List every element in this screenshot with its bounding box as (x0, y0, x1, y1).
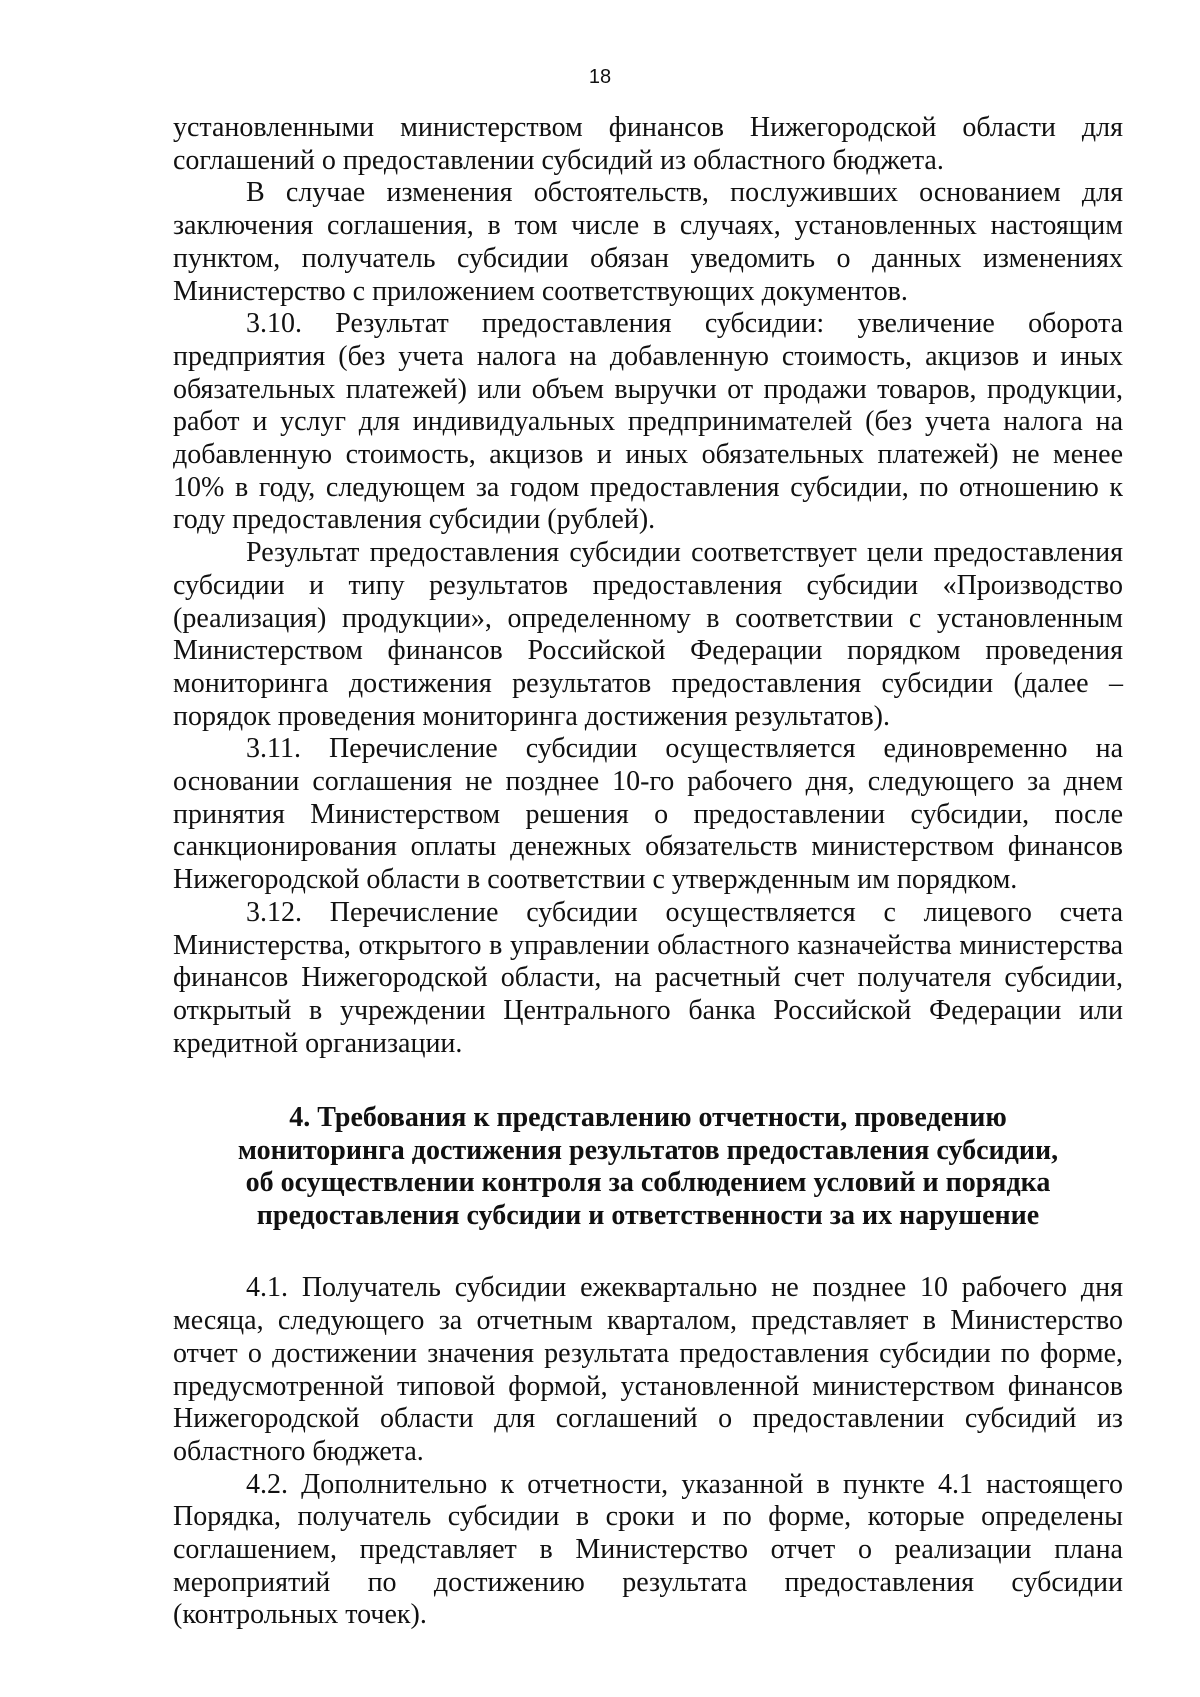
section-heading-line: об осуществлении контроля за соблюдением условий и порядка (245, 1167, 1051, 1199)
paragraph-change-notification: В случае изменения обстоятельств, послуживших основанием для заключения соглашения, в том числе в случаях, установленных настоящим пунктом, получатель субсидии обязан уведомить о данных изменениях Министерство с приложением соответствующих документов. (173, 177, 1123, 307)
section-4-heading (173, 1102, 1123, 1232)
paragraph-3-10: 3.10. Результат предоставления субсидии: увеличение оборота предприятия (без учета налога на добавленную стоимость, акцизов и иных обязательных платежей) или объем выручки от продажи товаров, продукции, работ и услуг для индивидуальных предпринимателей (без учета налога на добавленную стоимость, акцизов и иных обязательных платежей) не менее 10% в году, следующем за годом предоставления субсидии, по отношению к году предоставления субсидии (рублей). (173, 308, 1123, 536)
paragraph-4-1: 4.1. Получатель субсидии ежеквартально не позднее 10 рабочего дня месяца, следующего за отчетным кварталом, представляет в Министерство отчет о достижении значения результата предоставления субсидии по форме, предусмотренной типовой формой, установленной министерством финансов Нижегородской области для соглашений о предоставлении субсидий из областного бюджета. (173, 1272, 1123, 1467)
section-heading-line: предоставления субсидии и ответственности за их нарушение (256, 1199, 1040, 1231)
paragraph-4-2: 4.2. Дополнительно к отчетности, указанной в пункте 4.1 настоящего Порядка, получатель субсидии в сроки и по форме, которые определены соглашением, представляет в Министерство отчет о реализации плана мероприятий по достижению результата предоставления субсидии (контрольных точек). (173, 1468, 1123, 1631)
document-body (173, 112, 1123, 1632)
paragraph-3-11: 3.11. Перечисление субсидии осуществляется единовременно на основании соглашения не позднее 10-го рабочего дня, следующего за днем принятия Министерством решения о предоставлении субсидии, после санкционирования оплаты денежных обязательств министерством финансов Нижегородской области в соответствии с утвержденным им порядком. (173, 733, 1123, 896)
page-number: 18 (588, 66, 612, 88)
paragraph-3-12: 3.12. Перечисление субсидии осуществляется с лицевого счета Министерства, открытого в управлении областного казначейства министерства финансов Нижегородской области, на расчетный счет получателя субсидии, открытый в учреждении Центрального банка Российской Федерации или кредитной организации. (173, 896, 1123, 1059)
paragraph-continuation: установленными министерством финансов Нижегородской области для соглашений о предоставлении субсидий из областного бюджета. (173, 112, 1123, 176)
section-heading-line: 4. Требования к представлению отчетности, проведению (289, 1102, 1007, 1134)
paragraph-result-type: Результат предоставления субсидии соответствует цели предоставления субсидии и типу результатов предоставления субсидии «Производство (реализация) продукции», определенному в соответствии с установленным Министерством финансов Российской Федерации порядком проведения мониторинга достижения результатов предоставления субсидии (далее – порядок проведения мониторинга достижения результатов). (173, 537, 1123, 732)
section-heading-line: мониторинга достижения результатов предоставления субсидии, (237, 1134, 1059, 1166)
